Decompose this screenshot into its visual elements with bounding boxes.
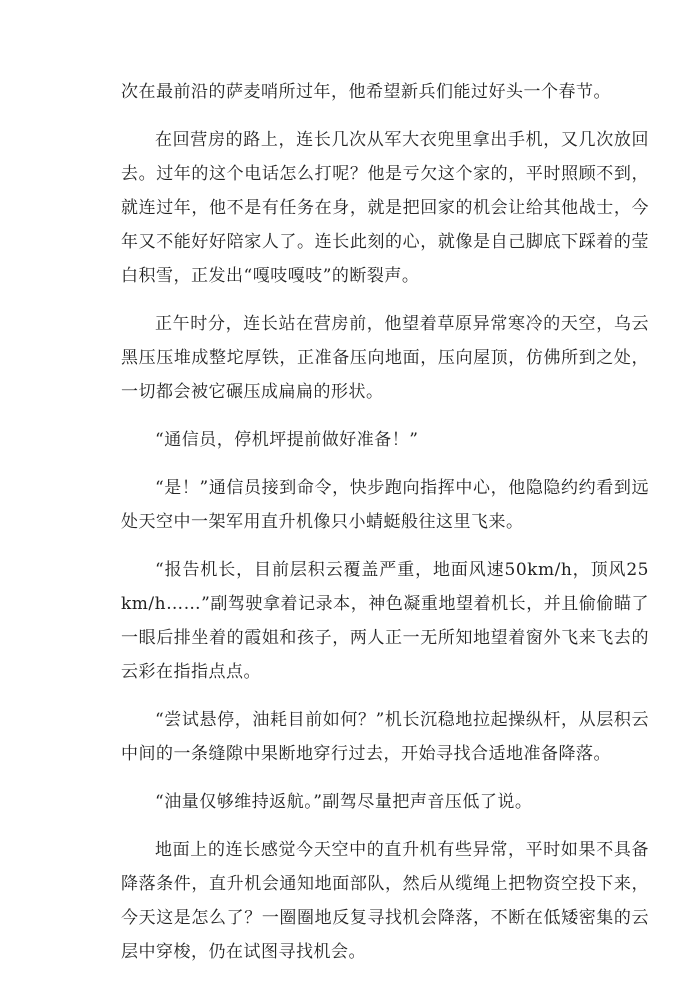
paragraph: “是！”通信员接到命令，快步跑向指挥中心，他隐隐约约看到远处天空中一架军用直升机像只小蜻蜓般往这里飞来。 xyxy=(121,478,649,532)
paragraph: 次在最前沿的萨麦哨所过年，他希望新兵们能过好头一个春节。 xyxy=(121,82,611,102)
paragraph: “油量仅够维持返航。”副驾尽量把声音压低了说。 xyxy=(155,792,533,812)
paragraph: “尝试悬停，油耗目前如何？”机长沉稳地拉起操纵杆，从层积云中间的一条缝隙中果断地穿行过去，开始寻找合适地准备降落。 xyxy=(121,710,649,764)
paragraph: 正午时分，连长站在营房前，他望着草原异常寒冷的天空，乌云黑压压堆成整坨厚铁，正准备压向地面，压向屋顶，仿佛所到之处，一切都会被它碾压成扁扁的形状。 xyxy=(121,314,649,402)
article-body xyxy=(121,75,649,983)
paragraph: 地面上的连长感觉今天空中的直升机有些异常，平时如果不具备降落条件，直升机会通知地面部队，然后从缆绳上把物资空投下来，今天这是怎么了？一圈圈地反复寻找机会降落，不断在低矮密集的云层中穿梭，仍在试图寻找机会。 xyxy=(121,840,649,962)
paragraph: 在回营房的路上，连长几次从军大衣兜里拿出手机，又几次放回去。过年的这个电话怎么打呢？他是亏欠这个家的，平时照顾不到，就连过年，他不是有任务在身，就是把回家的机会让给其他战士，今年又不能好好陪家人了。连长此刻的心，就像是自己脚底下踩着的莹白积雪，正发出“嘎吱嘎吱”的断裂声。 xyxy=(121,130,649,286)
paragraph: “报告机长，目前层积云覆盖严重，地面风速50km/h，顶风25km/h……”副驾驶拿着记录本，神色凝重地望着机长，并且偷偷瞄了一眼后排坐着的霞姐和孩子，两人正一无所知地望着窗外飞来飞去的云彩在指指点点。 xyxy=(121,560,649,682)
paragraph: “通信员，停机坪提前做好准备！” xyxy=(155,430,419,450)
